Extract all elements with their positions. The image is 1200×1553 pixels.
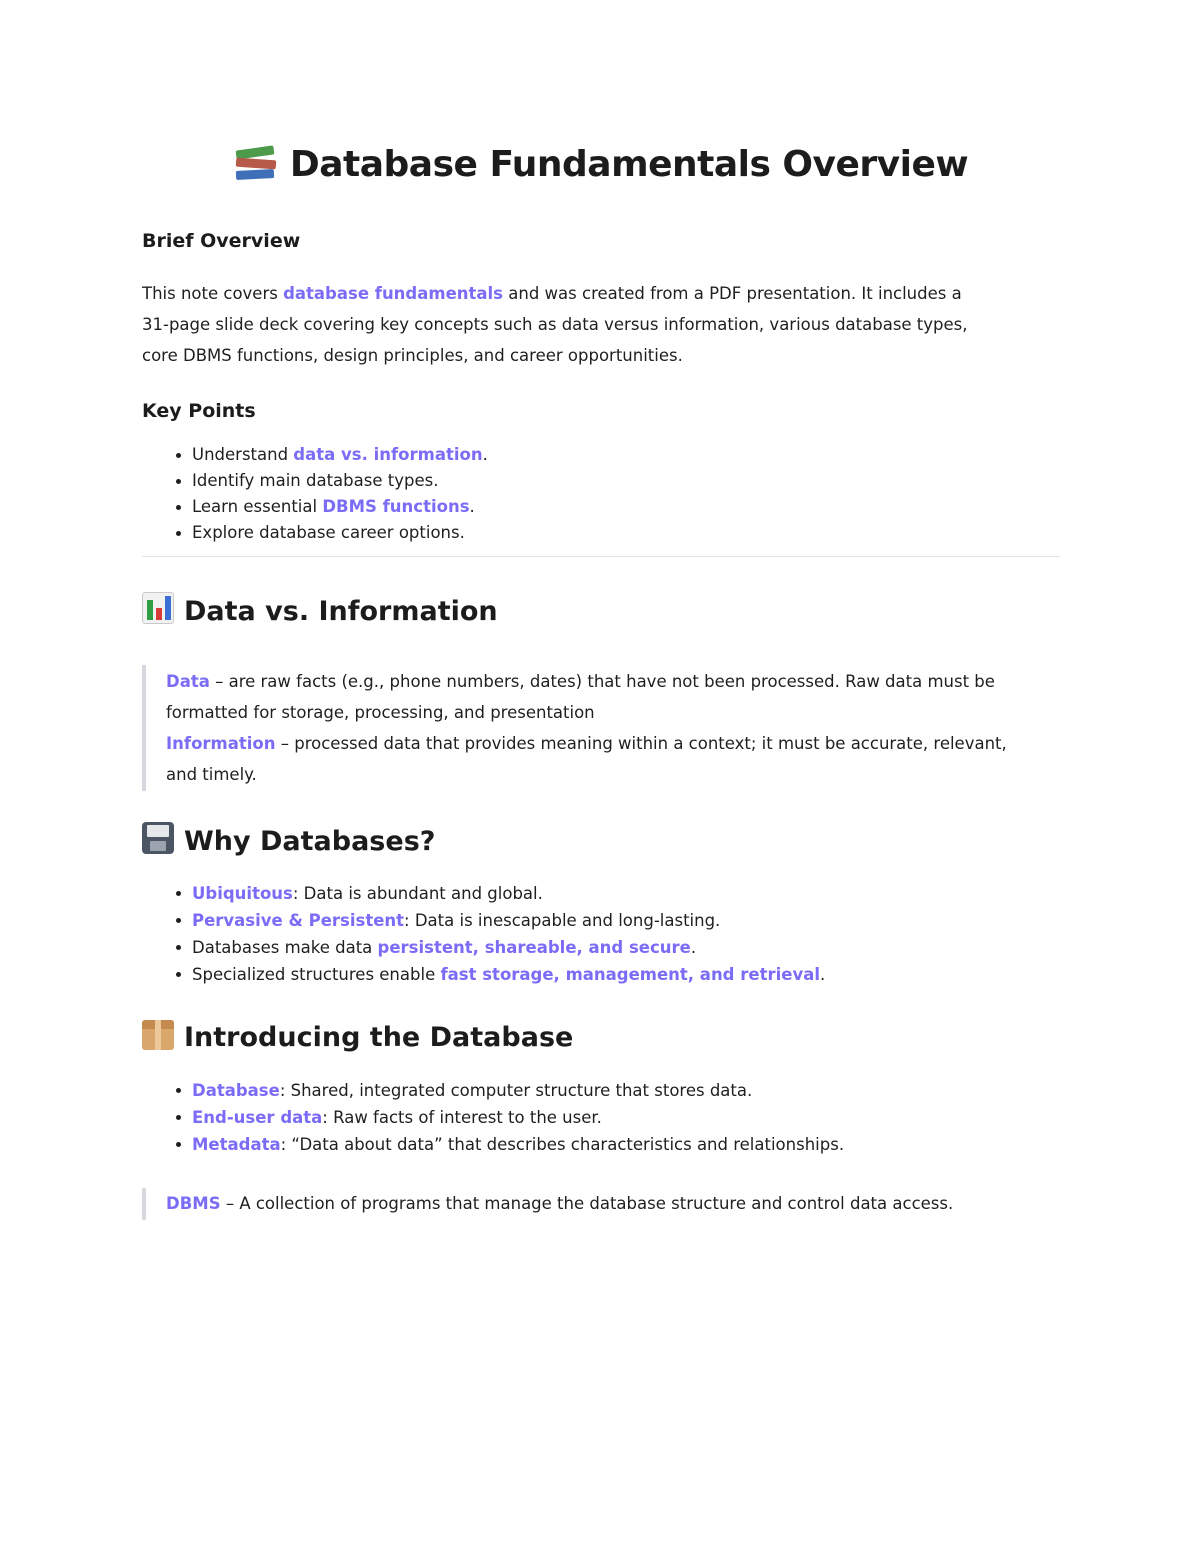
floppy-disk-icon — [142, 822, 174, 854]
list-item — [192, 442, 488, 468]
data-term-link[interactable]: Data — [166, 672, 210, 691]
bar-chart-icon — [142, 592, 174, 624]
list-item-text: : “Data about data” that describes characteristics and relationships. — [280, 1135, 845, 1154]
heading-text: Data vs. Information — [184, 596, 498, 627]
list-item — [192, 880, 825, 907]
quote-text: – processed data that provides meaning within a context; it must be accurate, relevant, — [275, 734, 1007, 753]
why-databases-list — [142, 880, 825, 988]
end-user-data-link[interactable]: End-user data — [192, 1108, 323, 1127]
list-item-text: : Data is inescapable and long-lasting. — [404, 911, 721, 930]
list-item — [192, 468, 488, 494]
fast-storage-link[interactable]: fast storage, management, and retrieval — [440, 965, 820, 984]
list-item-text: Understand — [192, 445, 294, 464]
information-term-link[interactable]: Information — [166, 734, 276, 753]
list-item — [192, 907, 825, 934]
database-term-link[interactable]: Database — [192, 1081, 280, 1100]
quote-line — [166, 666, 1060, 697]
database-fundamentals-link[interactable]: database fundamentals — [283, 284, 504, 303]
brief-overview-text: This note covers — [142, 284, 284, 303]
quote-text: – A collection of programs that manage the database structure and control data access. — [220, 1194, 954, 1213]
list-item-text: Identify main database types. — [192, 471, 439, 490]
quote-line: formatted for storage, processing, and presentation — [166, 703, 595, 722]
brief-overview-text: and was created from a PDF presentation. It includes a — [503, 284, 962, 303]
dbms-term-link[interactable]: DBMS — [166, 1194, 221, 1213]
dbms-quote — [142, 1188, 1060, 1220]
key-points-list — [142, 442, 488, 546]
list-item — [192, 934, 825, 961]
heading-text: Why Databases? — [184, 826, 436, 857]
quote-line — [166, 728, 1060, 759]
list-item — [192, 1131, 844, 1158]
quote-line — [166, 1188, 1060, 1219]
books-icon — [234, 144, 278, 182]
why-databases-heading — [142, 822, 435, 857]
list-item-text: : Shared, integrated computer structure that stores data. — [279, 1081, 753, 1100]
section-divider — [142, 556, 1060, 557]
list-item-text: . — [690, 938, 697, 957]
data-information-quote — [142, 665, 1060, 791]
introducing-database-list — [142, 1077, 844, 1158]
dbms-functions-link[interactable]: DBMS functions — [322, 497, 470, 516]
data-vs-information-link[interactable]: data vs. information — [293, 445, 483, 464]
list-item — [192, 520, 488, 546]
ubiquitous-link[interactable]: Ubiquitous — [192, 884, 293, 903]
brief-overview-line-2: 31-page slide deck covering key concepts such as data versus information, various database types, — [142, 315, 968, 334]
list-item-text: . — [469, 497, 475, 516]
brief-overview-line-1 — [142, 278, 1042, 309]
quote-text: – are raw facts (e.g., phone numbers, dates) that have not been processed. Raw data must be — [209, 672, 995, 691]
page-title-text: Database Fundamentals Overview — [289, 144, 969, 185]
list-item-text: Specialized structures enable — [192, 965, 441, 984]
list-item-text: : Data is abundant and global. — [292, 884, 543, 903]
list-item-text: . — [820, 965, 826, 984]
list-item-text: . — [482, 445, 488, 464]
metadata-link[interactable]: Metadata — [192, 1135, 281, 1154]
brief-overview-paragraph — [142, 278, 1042, 371]
page-title — [142, 144, 1060, 185]
list-item-text: Databases make data — [192, 938, 378, 957]
quote-line: and timely. — [166, 765, 257, 784]
introducing-database-heading — [142, 1020, 573, 1053]
persistent-shareable-secure-link[interactable]: persistent, shareable, and secure — [377, 938, 691, 957]
brief-overview-heading: Brief Overview — [142, 230, 301, 252]
card-box-icon — [142, 1020, 174, 1050]
list-item — [192, 1077, 844, 1104]
key-points-heading: Key Points — [142, 400, 256, 422]
list-item-text: Learn essential — [192, 497, 323, 516]
list-item-text: Explore database career options. — [192, 523, 465, 542]
heading-text: Introducing the Database — [184, 1022, 574, 1053]
list-item — [192, 961, 825, 988]
list-item-text: : Raw facts of interest to the user. — [322, 1108, 602, 1127]
brief-overview-line-3: core DBMS functions, design principles, and career opportunities. — [142, 346, 683, 365]
list-item — [192, 494, 488, 520]
pervasive-persistent-link[interactable]: Pervasive & Persistent — [192, 911, 405, 930]
data-vs-information-heading — [142, 592, 498, 627]
list-item — [192, 1104, 844, 1131]
